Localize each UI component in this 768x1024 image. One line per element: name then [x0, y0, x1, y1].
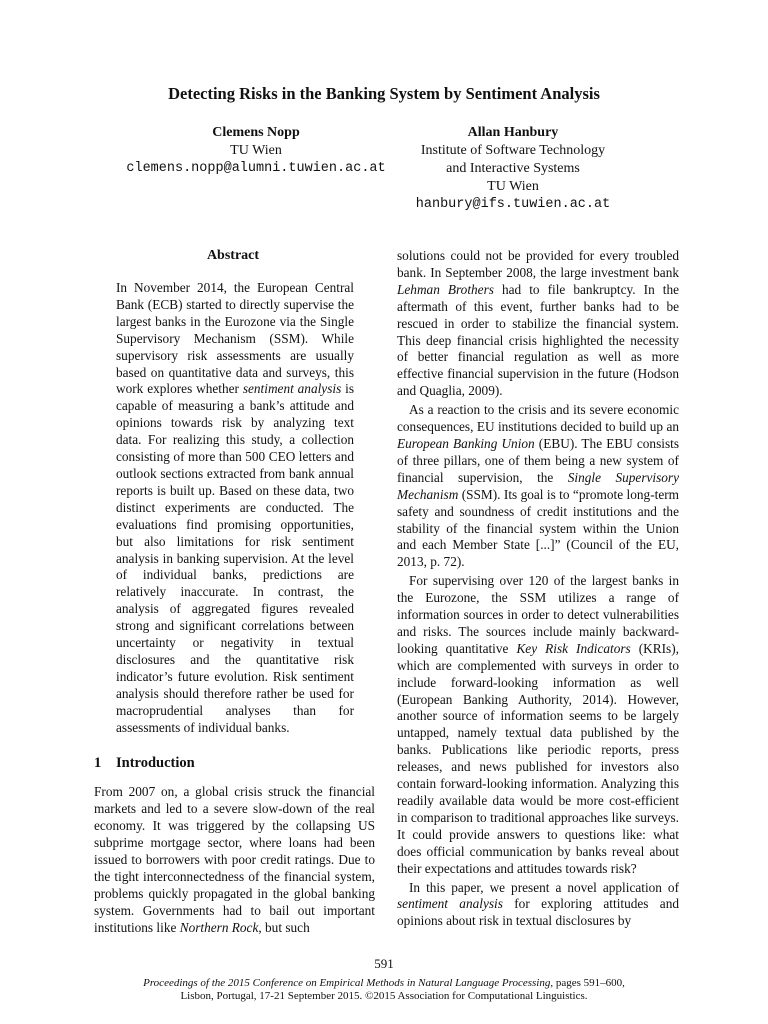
section-number: 1	[94, 755, 102, 771]
body-paragraph	[397, 880, 679, 931]
body-paragraph	[397, 573, 679, 877]
author-affiliation: Institute of Software Technology	[420, 143, 606, 158]
footer-line: Lisbon, Portugal, 17-21 September 2015. ©2015 Association for Computational Linguistics.	[180, 989, 588, 1002]
text-run: In this paper, we present a novel application of	[409, 879, 679, 895]
emphasis-text: sentiment analysis	[397, 896, 503, 912]
proceedings-footer	[110, 977, 658, 1002]
emphasis-text: sentiment analysis	[242, 381, 342, 397]
text-run: , but such	[258, 920, 310, 935]
emphasis-text: Key Risk Indicators	[516, 640, 631, 656]
abstract-heading: Abstract	[206, 248, 260, 263]
text-run: From 2007 on, a global crisis struck the financial markets and led to a severe slow-down of the real economy. It was triggered by the collapsing US subprime mortgage sector, where loans had been issued to borrowers with poor credit ratings. Due to the tight interconnectedness of the financial system, problems quickly propagated in the global banking system. Governments had to bail out important institutions like	[94, 784, 375, 935]
author-block-2	[380, 124, 646, 214]
text-run: solutions could not be provided for every troubled bank. In September 2008, the large investment bank	[397, 248, 679, 280]
text-run: (SSM). Its goal is to “promote long-term safety and soundness of credit institutions and the stability of the financial system within the Union and each Member State [...]” (Council of the EU, 2013, p. 72).	[397, 486, 679, 570]
emphasis-text: Lehman Brothers	[397, 281, 494, 297]
text-run: is capable of measuring a bank’s attitude and opinions towards risk by analyzing text data. For realizing this study, a collection consisting of more than 500 CEO letters and outlook sections extracted from bank annual reports is built up. Based on these data, two distinct experiments are conducted. The evaluations find promising opportunities, but also limitations for risk sentiment analysis in banking supervision. At the level of individual banks, predictions are relatively inaccurate. In contrast, the analysis of aggregated figures revealed strong and significant correlations between uncertainty or negativity in textual disclosures and the quantitative risk indicator’s future evolution. Risk sentiment analysis should therefore rather be used for macroprudential analyses than for assessments of individual banks.	[116, 381, 354, 735]
intro-left-column	[94, 783, 375, 936]
right-column	[397, 248, 679, 932]
author-email: hanbury@ifs.tuwien.ac.at	[415, 197, 611, 212]
section-title: Introduction	[116, 755, 195, 771]
emphasis-text: European Banking Union	[397, 435, 535, 451]
emphasis-text: Northern Rock	[179, 920, 259, 935]
author-affiliation: TU Wien	[487, 179, 539, 194]
paper-title: Detecting Risks in the Banking System by Sentiment Analysis	[168, 84, 600, 103]
footer-line	[110, 977, 658, 990]
body-paragraph	[94, 783, 375, 936]
text-run: In November 2014, the European Central Bank (ECB) started to directly supervise the largest banks in the Eurozone via the Single Supervisory Mechanism (SSM). While supervisory risk assessments are usually based on quantitative data and surveys, this work explores whether	[116, 280, 354, 397]
abstract-paragraph	[116, 280, 354, 736]
author-email: clemens.nopp@alumni.tuwien.ac.at	[126, 161, 386, 176]
text-run: (KRIs), which are complemented with surveys in order to include forward-looking information as well (European Banking Authority, 2014). However, another source of information seems to be largely untapped, namely textual data published by the banks. Publications like periodic reports, press releases, and news published for investors also contain forward-looking information. Analyzing this readily available data would be more cost-efficient in comparison to traditional approaches like surveys. It could provide answers to questions like: what does official communication by banks reveal about their expectations and attitudes towards risk?	[397, 640, 679, 876]
author-affiliation: TU Wien	[230, 143, 282, 158]
author-name: Allan Hanbury	[467, 125, 559, 140]
author-affiliation: and Interactive Systems	[446, 161, 580, 176]
footer-venue: Proceedings of the 2015 Conference on Empirical Methods in Natural Language Processing	[143, 977, 551, 989]
emphasis-text: Single Supervisory Mechanism	[397, 469, 679, 502]
text-run: (EBU). The EBU consists of three pillars, one of them being a new system of financial supervision, the	[397, 435, 679, 485]
author-block-1	[100, 124, 412, 178]
page-number: 591	[374, 956, 394, 971]
abstract-body	[116, 280, 354, 736]
footer-pages: , pages 591–600,	[550, 977, 625, 989]
text-run: had to file bankruptcy. In the aftermath of this event, further banks had to be rescued in order to stabilize the financial system. This deep financial crisis highlighted the necessity of better financial regulation as well as more effective financial supervision in the future (Hodson and Quaglia, 2009).	[397, 281, 679, 399]
body-paragraph	[397, 248, 679, 400]
author-name: Clemens Nopp	[212, 125, 300, 140]
text-run: As a reaction to the crisis and its severe economic consequences, EU institutions decided to build up an	[397, 402, 679, 435]
text-run: For supervising over 120 of the largest banks in the Eurozone, the SSM utilizes a range of information sources in order to detect vulnerabilities and risks. The sources include mainly backward-looking quantitative	[397, 573, 679, 656]
body-paragraph	[397, 402, 679, 571]
text-run: for exploring attitudes and opinions about risk in textual disclosures by	[397, 896, 680, 929]
section-heading	[94, 755, 195, 772]
